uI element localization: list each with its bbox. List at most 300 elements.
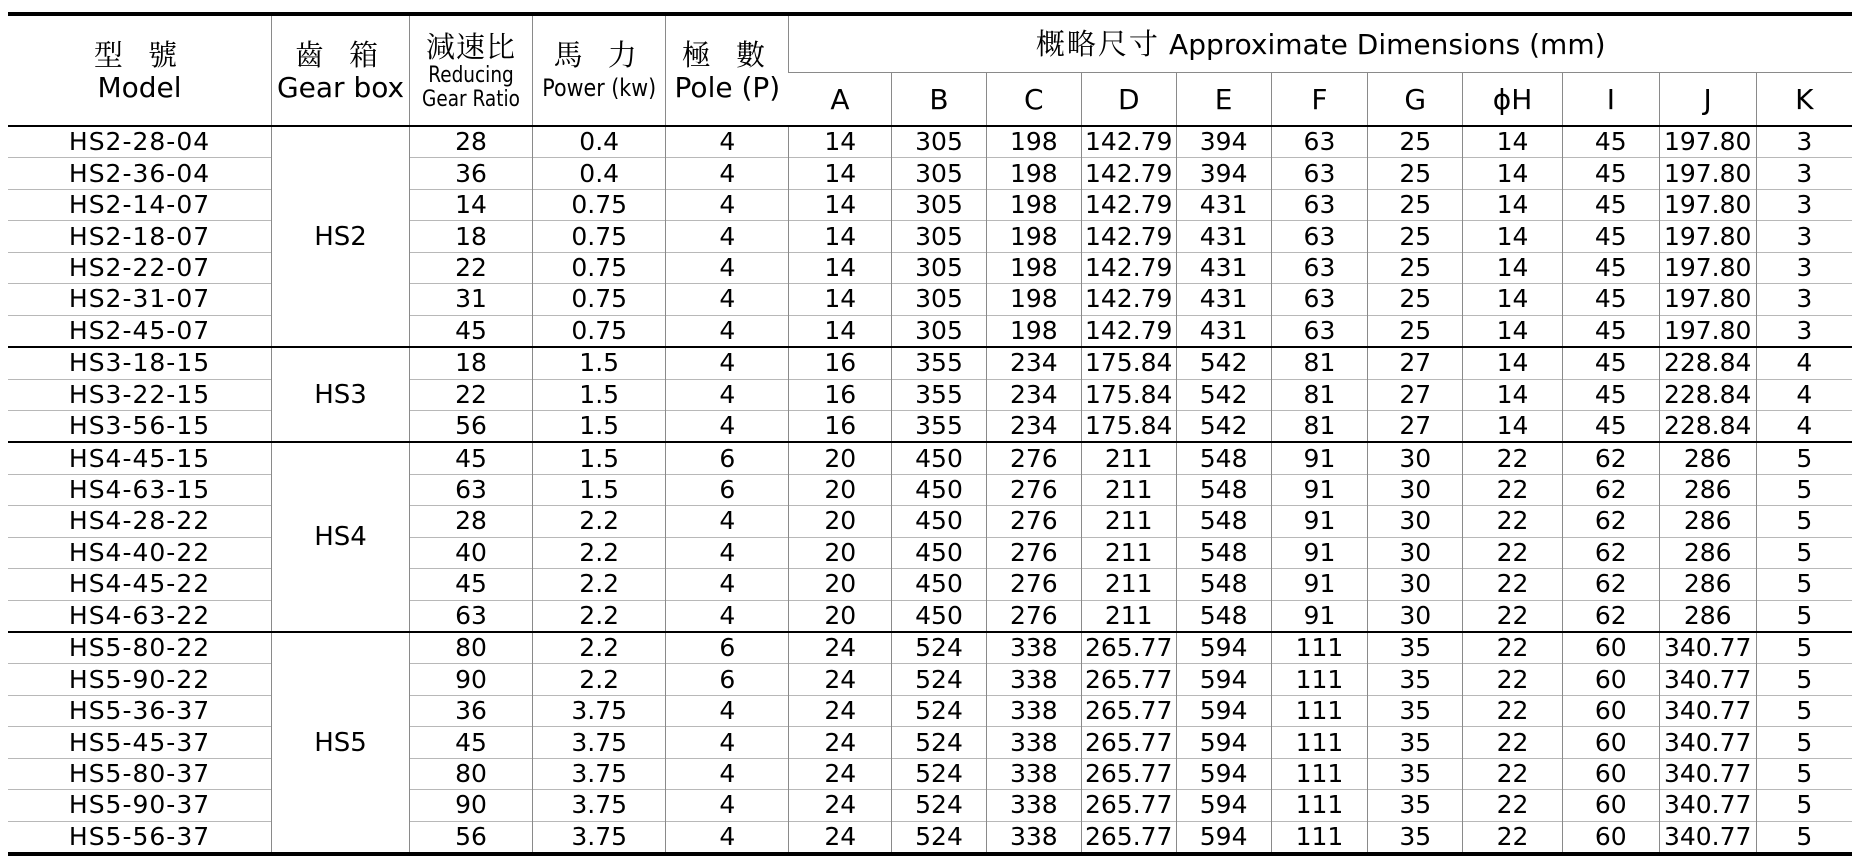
cell-dim-d: 142.79 [1081,315,1176,347]
cell-dim-e: 548 [1176,506,1271,537]
cell-dim-c: 338 [986,727,1081,758]
cell-model: HS5-90-37 [8,790,272,821]
cell-dim-k: 3 [1756,126,1852,158]
cell-power: 0.75 [532,189,665,220]
cell-dim-j: 286 [1659,474,1756,505]
cell-ratio: 45 [409,727,532,758]
cell-dim-g: 35 [1368,695,1463,726]
cell-dim-j: 286 [1659,537,1756,568]
cell-dim-h: 22 [1463,758,1563,789]
cell-ratio: 90 [409,790,532,821]
cell-dim-g: 35 [1368,758,1463,789]
header-dim-f: F [1271,73,1368,127]
cell-dim-j: 286 [1659,600,1756,632]
cell-dim-d: 142.79 [1081,189,1176,220]
cell-dim-j: 286 [1659,506,1756,537]
cell-model: HS2-36-04 [8,158,272,189]
cell-dim-b: 450 [892,474,987,505]
cell-model: HS2-18-07 [8,221,272,252]
cell-dim-j: 197.80 [1659,189,1756,220]
cell-dim-f: 111 [1271,758,1368,789]
cell-ratio: 22 [409,252,532,283]
cell-dim-c: 276 [986,442,1081,474]
cell-dim-i: 45 [1562,126,1659,158]
cell-dim-b: 450 [892,569,987,600]
cell-dim-k: 5 [1756,442,1852,474]
cell-dim-d: 211 [1081,600,1176,632]
header-model-zh: 型 號 [93,37,186,72]
cell-dim-c: 198 [986,315,1081,347]
cell-dim-i: 45 [1562,158,1659,189]
spec-table [8,12,1852,856]
header-ratio-en-2: Gear Ratio [421,86,520,112]
header-gearbox-zh: 齒 箱 [294,37,387,72]
cell-dim-c: 338 [986,664,1081,695]
cell-dim-b: 305 [892,315,987,347]
cell-dim-c: 338 [986,758,1081,789]
cell-dim-d: 265.77 [1081,695,1176,726]
header-model [8,14,272,126]
cell-dim-i: 60 [1562,821,1659,854]
cell-dim-f: 111 [1271,821,1368,854]
cell-ratio: 63 [409,600,532,632]
cell-pole: 4 [666,126,789,158]
cell-dim-c: 276 [986,506,1081,537]
cell-dim-j: 286 [1659,569,1756,600]
header-dimensions [789,14,1852,73]
cell-ratio: 40 [409,537,532,568]
cell-dim-h: 14 [1463,410,1563,442]
cell-ratio: 36 [409,158,532,189]
cell-dim-k: 3 [1756,189,1852,220]
cell-dim-f: 91 [1271,442,1368,474]
cell-ratio: 36 [409,695,532,726]
cell-power: 2.2 [532,569,665,600]
cell-dim-f: 91 [1271,569,1368,600]
cell-power: 0.4 [532,158,665,189]
cell-dim-d: 142.79 [1081,284,1176,315]
cell-power: 2.2 [532,600,665,632]
table-row [8,347,1852,379]
cell-dim-k: 3 [1756,315,1852,347]
cell-ratio: 56 [409,410,532,442]
cell-dim-j: 228.84 [1659,410,1756,442]
cell-dim-h: 14 [1463,189,1563,220]
cell-dim-a: 16 [789,347,892,379]
cell-model: HS4-45-22 [8,569,272,600]
cell-ratio: 18 [409,221,532,252]
cell-dim-i: 45 [1562,379,1659,410]
cell-dim-h: 22 [1463,506,1563,537]
cell-pole: 6 [666,632,789,664]
cell-dim-d: 175.84 [1081,347,1176,379]
cell-pole: 4 [666,189,789,220]
cell-power: 0.75 [532,221,665,252]
header-dim-d: D [1081,73,1176,127]
cell-dim-f: 111 [1271,664,1368,695]
cell-pole: 4 [666,347,789,379]
cell-dim-a: 14 [789,158,892,189]
cell-dim-g: 25 [1368,221,1463,252]
cell-model: HS4-63-22 [8,600,272,632]
header-dim-e: E [1176,73,1271,127]
cell-ratio: 56 [409,821,532,854]
cell-dim-b: 450 [892,600,987,632]
cell-dim-b: 524 [892,695,987,726]
cell-power: 2.2 [532,506,665,537]
cell-dim-d: 142.79 [1081,252,1176,283]
cell-dim-k: 5 [1756,569,1852,600]
cell-model: HS5-36-37 [8,695,272,726]
cell-pole: 4 [666,506,789,537]
header-pole-en: Pole (P) [674,70,781,104]
cell-model: HS5-80-22 [8,632,272,664]
cell-dim-d: 211 [1081,569,1176,600]
header-dim-a: A [789,73,892,127]
cell-pole: 4 [666,410,789,442]
cell-dim-i: 62 [1562,537,1659,568]
cell-dim-f: 91 [1271,537,1368,568]
cell-dim-e: 548 [1176,569,1271,600]
cell-pole: 4 [666,790,789,821]
cell-dim-i: 62 [1562,474,1659,505]
cell-power: 1.5 [532,347,665,379]
cell-dim-k: 5 [1756,537,1852,568]
cell-dim-f: 91 [1271,474,1368,505]
cell-dim-a: 14 [789,284,892,315]
cell-dim-d: 265.77 [1081,727,1176,758]
cell-dim-d: 265.77 [1081,821,1176,854]
cell-dim-b: 305 [892,189,987,220]
cell-model: HS2-14-07 [8,189,272,220]
cell-dim-b: 305 [892,221,987,252]
cell-dim-e: 548 [1176,600,1271,632]
header-gearbox-en: Gear box [276,70,405,104]
cell-dim-a: 24 [789,695,892,726]
cell-dim-e: 431 [1176,189,1271,220]
cell-power: 0.75 [532,252,665,283]
cell-power: 2.2 [532,664,665,695]
cell-dim-k: 5 [1756,506,1852,537]
cell-dim-c: 338 [986,790,1081,821]
cell-dim-c: 338 [986,632,1081,664]
cell-dim-f: 63 [1271,189,1368,220]
cell-dim-e: 594 [1176,695,1271,726]
cell-dim-g: 25 [1368,315,1463,347]
cell-dim-a: 20 [789,600,892,632]
cell-dim-g: 27 [1368,410,1463,442]
cell-dim-k: 5 [1756,790,1852,821]
cell-dim-f: 63 [1271,252,1368,283]
cell-dim-e: 431 [1176,221,1271,252]
cell-power: 1.5 [532,379,665,410]
cell-dim-h: 14 [1463,158,1563,189]
cell-model: HS5-45-37 [8,727,272,758]
cell-ratio: 45 [409,442,532,474]
cell-pole: 4 [666,758,789,789]
header-power-zh: 馬 力 [553,37,645,72]
cell-dim-k: 5 [1756,474,1852,505]
cell-dim-i: 60 [1562,758,1659,789]
cell-model: HS2-22-07 [8,252,272,283]
cell-dim-c: 198 [986,158,1081,189]
cell-pole: 4 [666,727,789,758]
cell-dim-f: 63 [1271,126,1368,158]
table-row [8,442,1852,474]
cell-gearbox: HS3 [272,347,410,442]
cell-dim-g: 35 [1368,790,1463,821]
header-gearbox [272,14,410,126]
cell-pole: 4 [666,695,789,726]
cell-dim-e: 431 [1176,315,1271,347]
cell-dim-c: 198 [986,126,1081,158]
cell-dim-f: 91 [1271,600,1368,632]
header-dimensions-zh: 概略尺寸 [1035,27,1160,61]
cell-dim-g: 30 [1368,474,1463,505]
header-ratio-zh: 減速比 [425,29,516,64]
cell-dim-e: 594 [1176,632,1271,664]
cell-model: HS3-56-15 [8,410,272,442]
cell-dim-h: 14 [1463,221,1563,252]
cell-dim-f: 63 [1271,158,1368,189]
cell-dim-b: 524 [892,821,987,854]
cell-pole: 6 [666,442,789,474]
header-pole [666,14,789,126]
cell-dim-j: 286 [1659,442,1756,474]
cell-dim-j: 340.77 [1659,695,1756,726]
cell-gearbox: HS4 [272,442,410,632]
cell-power: 0.75 [532,284,665,315]
cell-dim-h: 14 [1463,315,1563,347]
cell-dim-c: 276 [986,537,1081,568]
cell-dim-h: 14 [1463,126,1563,158]
cell-dim-g: 35 [1368,664,1463,695]
cell-model: HS2-45-07 [8,315,272,347]
cell-dim-g: 30 [1368,569,1463,600]
cell-dim-e: 548 [1176,537,1271,568]
cell-dim-i: 45 [1562,410,1659,442]
cell-dim-e: 542 [1176,410,1271,442]
cell-dim-d: 175.84 [1081,410,1176,442]
cell-dim-a: 24 [789,821,892,854]
cell-dim-g: 25 [1368,284,1463,315]
cell-pole: 4 [666,537,789,568]
cell-ratio: 90 [409,664,532,695]
cell-dim-d: 265.77 [1081,632,1176,664]
cell-dim-a: 20 [789,537,892,568]
cell-dim-a: 16 [789,379,892,410]
cell-dim-h: 22 [1463,569,1563,600]
cell-dim-c: 198 [986,189,1081,220]
cell-pole: 6 [666,664,789,695]
cell-dim-c: 234 [986,410,1081,442]
cell-dim-k: 4 [1756,410,1852,442]
cell-dim-k: 5 [1756,600,1852,632]
header-pole-zh: 極 數 [681,37,773,72]
cell-dim-a: 24 [789,632,892,664]
cell-dim-a: 24 [789,790,892,821]
cell-power: 0.75 [532,315,665,347]
cell-dim-b: 355 [892,347,987,379]
cell-dim-a: 24 [789,727,892,758]
cell-dim-a: 24 [789,758,892,789]
cell-dim-b: 524 [892,727,987,758]
cell-dim-i: 60 [1562,664,1659,695]
cell-dim-d: 142.79 [1081,221,1176,252]
table-row [8,126,1852,158]
cell-dim-b: 305 [892,284,987,315]
cell-dim-d: 142.79 [1081,126,1176,158]
cell-dim-h: 22 [1463,664,1563,695]
cell-dim-d: 211 [1081,442,1176,474]
cell-dim-j: 197.80 [1659,221,1756,252]
cell-dim-f: 63 [1271,221,1368,252]
cell-dim-e: 431 [1176,252,1271,283]
cell-dim-h: 22 [1463,632,1563,664]
cell-dim-k: 4 [1756,379,1852,410]
cell-gearbox: HS2 [272,126,410,347]
cell-dim-b: 524 [892,632,987,664]
cell-dim-f: 63 [1271,284,1368,315]
cell-power: 3.75 [532,821,665,854]
cell-dim-e: 431 [1176,284,1271,315]
cell-dim-g: 35 [1368,632,1463,664]
cell-model: HS2-31-07 [8,284,272,315]
cell-dim-k: 5 [1756,632,1852,664]
cell-dim-i: 62 [1562,506,1659,537]
header-ratio [409,14,532,126]
cell-dim-h: 22 [1463,442,1563,474]
cell-dim-i: 60 [1562,695,1659,726]
cell-dim-j: 228.84 [1659,347,1756,379]
cell-power: 3.75 [532,727,665,758]
cell-dim-h: 22 [1463,537,1563,568]
cell-dim-j: 340.77 [1659,727,1756,758]
cell-dim-a: 14 [789,221,892,252]
cell-dim-i: 45 [1562,189,1659,220]
cell-dim-b: 305 [892,252,987,283]
cell-dim-e: 594 [1176,821,1271,854]
cell-dim-e: 394 [1176,158,1271,189]
cell-ratio: 45 [409,569,532,600]
cell-dim-d: 175.84 [1081,379,1176,410]
cell-dim-k: 5 [1756,758,1852,789]
cell-dim-j: 340.77 [1659,632,1756,664]
cell-dim-e: 542 [1176,347,1271,379]
cell-ratio: 14 [409,189,532,220]
cell-pole: 4 [666,221,789,252]
cell-pole: 4 [666,315,789,347]
cell-dim-i: 60 [1562,727,1659,758]
cell-dim-e: 594 [1176,758,1271,789]
cell-dim-c: 198 [986,252,1081,283]
cell-dim-e: 594 [1176,727,1271,758]
cell-dim-h: 22 [1463,695,1563,726]
cell-dim-g: 30 [1368,600,1463,632]
header-dim-g: G [1368,73,1463,127]
cell-dim-g: 35 [1368,821,1463,854]
header-power-en: Power (kw) [542,73,657,102]
cell-dim-g: 35 [1368,727,1463,758]
header-power [532,14,665,126]
cell-dim-g: 25 [1368,189,1463,220]
cell-dim-a: 20 [789,506,892,537]
cell-dim-k: 5 [1756,695,1852,726]
cell-dim-b: 524 [892,790,987,821]
header-model-en: Model [97,70,182,104]
header-dim-k: K [1756,73,1852,127]
header-dim-c: C [986,73,1081,127]
cell-power: 1.5 [532,442,665,474]
cell-dim-h: 22 [1463,821,1563,854]
cell-dim-g: 30 [1368,506,1463,537]
cell-dim-g: 25 [1368,126,1463,158]
cell-dim-d: 265.77 [1081,664,1176,695]
cell-dim-j: 228.84 [1659,379,1756,410]
cell-dim-h: 22 [1463,600,1563,632]
cell-dim-h: 14 [1463,379,1563,410]
cell-ratio: 28 [409,126,532,158]
cell-dim-a: 24 [789,664,892,695]
cell-model: HS4-45-15 [8,442,272,474]
cell-dim-d: 211 [1081,537,1176,568]
cell-dim-f: 111 [1271,632,1368,664]
cell-dim-k: 5 [1756,727,1852,758]
cell-dim-h: 22 [1463,790,1563,821]
cell-dim-j: 197.80 [1659,284,1756,315]
cell-dim-e: 594 [1176,664,1271,695]
table-row [8,632,1852,664]
cell-pole: 4 [666,284,789,315]
cell-dim-c: 198 [986,221,1081,252]
cell-dim-c: 338 [986,695,1081,726]
cell-pole: 4 [666,379,789,410]
cell-dim-a: 20 [789,442,892,474]
cell-dim-f: 111 [1271,790,1368,821]
cell-dim-b: 355 [892,410,987,442]
cell-dim-h: 14 [1463,284,1563,315]
cell-dim-j: 197.80 [1659,252,1756,283]
cell-pole: 6 [666,474,789,505]
cell-dim-j: 340.77 [1659,664,1756,695]
cell-model: HS5-56-37 [8,821,272,854]
cell-dim-k: 3 [1756,221,1852,252]
cell-dim-g: 25 [1368,252,1463,283]
cell-dim-e: 594 [1176,790,1271,821]
cell-power: 0.4 [532,126,665,158]
cell-ratio: 45 [409,315,532,347]
cell-dim-i: 62 [1562,569,1659,600]
cell-model: HS3-22-15 [8,379,272,410]
cell-ratio: 22 [409,379,532,410]
cell-dim-d: 142.79 [1081,158,1176,189]
cell-dim-f: 63 [1271,315,1368,347]
cell-power: 3.75 [532,790,665,821]
cell-dim-g: 30 [1368,537,1463,568]
cell-power: 3.75 [532,758,665,789]
cell-dim-j: 340.77 [1659,790,1756,821]
cell-dim-j: 197.80 [1659,315,1756,347]
cell-dim-g: 30 [1368,442,1463,474]
cell-dim-g: 25 [1368,158,1463,189]
cell-dim-e: 548 [1176,474,1271,505]
cell-dim-i: 45 [1562,284,1659,315]
table-body [8,126,1852,854]
cell-dim-a: 14 [789,315,892,347]
cell-gearbox: HS5 [272,632,410,854]
cell-ratio: 80 [409,632,532,664]
cell-dim-i: 62 [1562,600,1659,632]
